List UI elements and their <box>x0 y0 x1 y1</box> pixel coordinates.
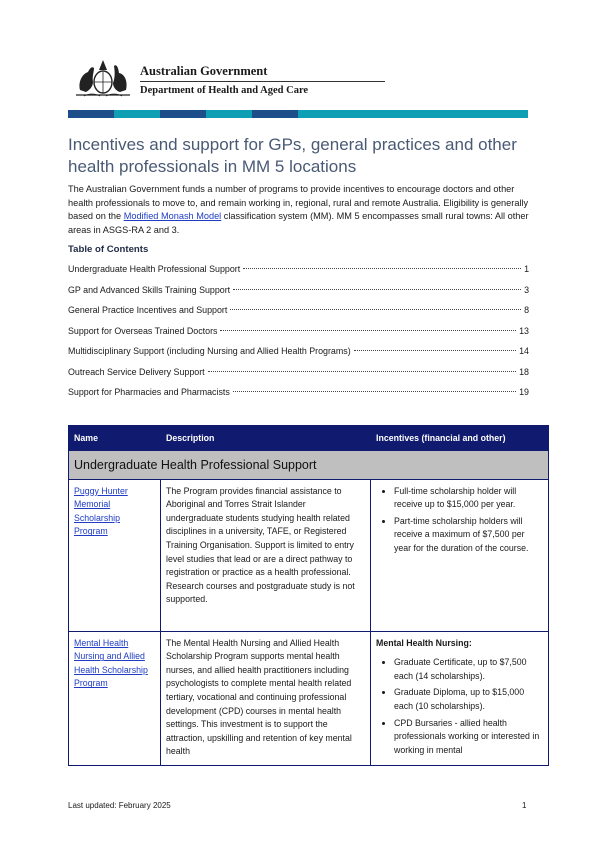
header-divider <box>140 81 385 82</box>
toc-item[interactable] <box>68 264 529 285</box>
program-incentives-cell <box>371 479 549 631</box>
toc-heading: Table of Contents <box>68 244 149 255</box>
table-header-row <box>69 426 549 451</box>
page-number: 1 <box>522 801 527 810</box>
stripe-segment <box>436 110 482 118</box>
program-incentives-cell <box>371 631 549 766</box>
toc-item[interactable] <box>68 305 529 326</box>
toc-item-page: 18 <box>519 366 529 377</box>
programs-table <box>68 425 549 766</box>
toc-item-label: Multidisciplinary Support (including Nursing and Allied Health Programs) <box>68 346 351 356</box>
incentive-item: • Graduate Diploma, up to $15,000 each (10 scholarships). <box>394 686 543 713</box>
program-name-link[interactable]: Mental Health Nursing and Allied Health Scholarship Program <box>74 637 148 689</box>
toc-item[interactable] <box>68 367 529 388</box>
toc-leader <box>233 289 521 290</box>
stripe-segment <box>68 110 114 118</box>
stripe-segment <box>252 110 298 118</box>
program-description-cell: The Program provides financial assistance to Aboriginal and Torres Strait Islander undergraduate students studying health related disciplines in a university, TAFE, or Registered Training Organisation. Support is limited to entry level studies that lead or are a direct pathway to registration or practice as a health professional. Research courses and postgraduate study is not supported. <box>161 479 371 631</box>
toc-leader <box>208 371 516 372</box>
incentives-list <box>376 656 543 757</box>
table-row <box>69 631 549 766</box>
toc-item-label: Undergraduate Health Professional Support <box>68 264 241 274</box>
incentive-item: • Full-time scholarship holder will receive up to $15,000 per year. <box>394 485 543 512</box>
department-name: Department of Health and Aged Care <box>140 85 309 96</box>
table-row <box>69 479 549 631</box>
program-description-cell: The Mental Health Nursing and Allied Health Scholarship Program supports mental health nurses, and allied health practitioners including psychologists to complete mental health related tertiary, vocational and continuing professional development (CPD) courses in mental health settings. This investment is to support the attraction, upskilling and retention of key mental health <box>161 631 371 766</box>
toc-item-label: General Practice Incentives and Support <box>68 305 228 315</box>
table-of-contents <box>68 264 529 408</box>
stripe-segment <box>298 110 344 118</box>
toc-item-page: 14 <box>519 346 529 356</box>
toc-item-label: Support for Pharmacies and Pharmacists <box>68 387 230 397</box>
stripe-segment <box>160 110 206 118</box>
column-header-description: Description <box>161 426 371 451</box>
incentives-list <box>376 485 543 556</box>
toc-leader <box>230 309 521 310</box>
page-title: Incentives and support for GPs, general practices and other health professionals in MM 5 locations <box>68 135 517 176</box>
toc-item-page: 1 <box>524 264 529 274</box>
toc-item-page: 8 <box>524 305 529 315</box>
last-updated: Last updated: February 2025 <box>68 801 171 810</box>
program-name-link[interactable]: Puggy Hunter Memorial Scholarship Program <box>74 485 128 537</box>
toc-item[interactable] <box>68 387 529 408</box>
toc-item-page: 13 <box>519 325 529 336</box>
stripe-segment <box>390 110 436 118</box>
stripe-segment <box>206 110 252 118</box>
toc-item-label: Outreach Service Delivery Support <box>68 366 205 377</box>
toc-item[interactable] <box>68 346 529 367</box>
government-name: Australian Government <box>140 64 268 78</box>
incentive-item: • CPD Bursaries - allied health professionals working or interested in working in mental <box>394 717 543 758</box>
toc-item[interactable] <box>68 326 529 347</box>
incentive-item: • Part-time scholarship holders will receive a maximum of $7,500 per year for the duration of the course. <box>394 515 543 556</box>
toc-item-label: Support for Overseas Trained Doctors <box>68 325 218 336</box>
intro-paragraph <box>68 183 538 237</box>
brand-stripe <box>68 110 528 118</box>
toc-leader <box>354 350 516 351</box>
intro-text: The Australian Government funds a number of programs to provide incentives to encourage doctors and other health professionals to move to, and remain working in, regional, rural and remote Australia. Eligibility is generally based on the <box>68 184 529 221</box>
page-header <box>72 52 532 102</box>
intro-text-continued: classification system (MM). MM 5 encompasses small rural towns: All other areas in ASGS-RA 2 and 3. <box>68 211 529 235</box>
toc-item-page: 3 <box>524 284 529 295</box>
stripe-segment <box>114 110 160 118</box>
toc-item-page: 19 <box>519 387 529 397</box>
coat-of-arms-logo <box>72 52 134 98</box>
stripe-segment <box>482 110 528 118</box>
toc-item[interactable] <box>68 285 529 306</box>
column-header-name: Name <box>69 426 161 451</box>
toc-leader <box>233 391 516 392</box>
toc-item-label: GP and Advanced Skills Training Support <box>68 284 231 295</box>
toc-leader <box>243 268 521 269</box>
column-header-incentives: Incentives (financial and other) <box>371 426 549 451</box>
program-name-cell <box>69 479 161 631</box>
section-heading: Undergraduate Health Professional Support <box>69 451 549 480</box>
stripe-segment <box>344 110 390 118</box>
toc-leader <box>220 330 516 331</box>
modified-monash-model-link[interactable]: Modified Monash Model <box>123 211 222 221</box>
program-name-cell <box>69 631 161 766</box>
incentives-heading: Mental Health Nursing: <box>376 637 472 648</box>
section-row <box>69 451 549 480</box>
incentive-item: • Graduate Certificate, up to $7,500 each (14 scholarships). <box>394 656 543 683</box>
